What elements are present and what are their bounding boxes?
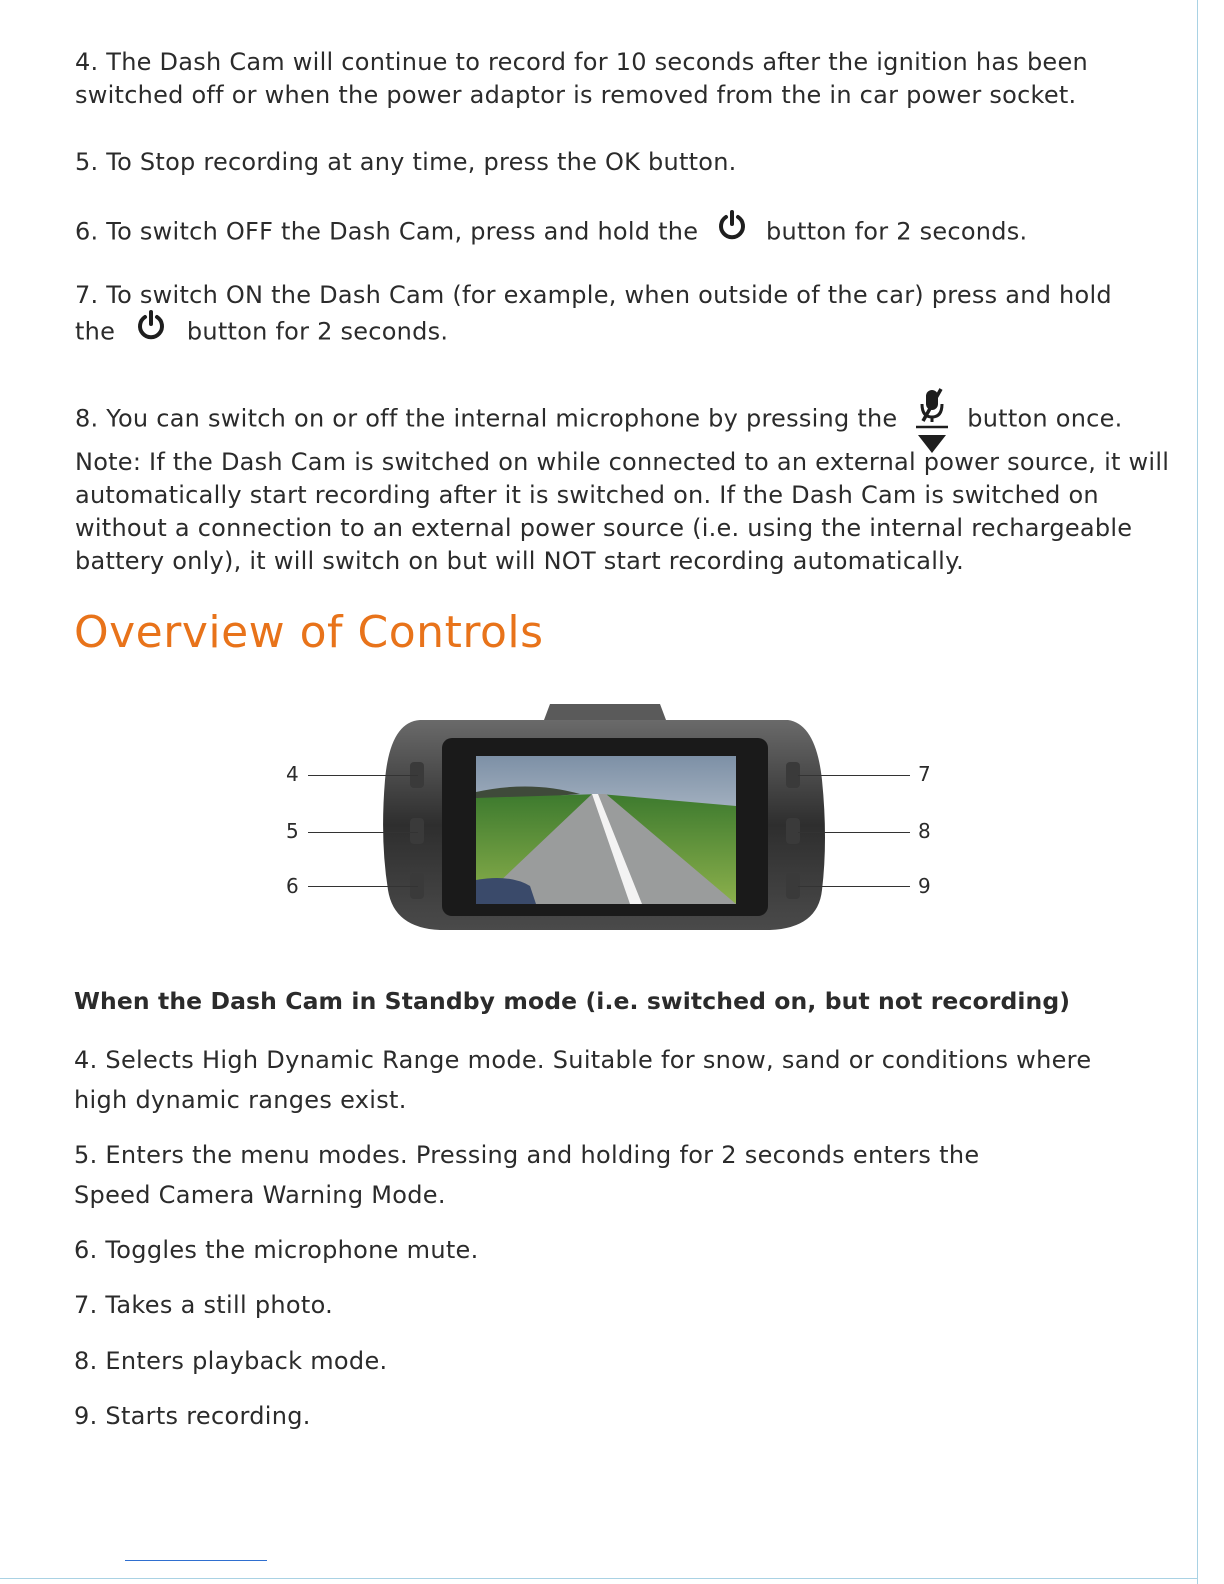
callout-line-5: [308, 832, 418, 833]
footer-line: [125, 1560, 267, 1561]
step-7-text-before: 7. To switch ON the Dash Cam (for example, when outside of the car) press and hold the: [75, 281, 1112, 346]
page-border-bottom: [0, 1578, 1198, 1579]
control-desc-9: 9. Starts recording.: [74, 1402, 311, 1430]
control-desc-6: 6. Toggles the microphone mute.: [74, 1236, 479, 1264]
callout-label-4: 4: [286, 762, 299, 786]
screen-image: [476, 756, 736, 904]
step-8-text-after: button once.: [967, 404, 1123, 433]
callout-line-6: [308, 886, 418, 887]
step-6-line: [75, 212, 1175, 253]
standby-heading: When the Dash Cam in Standby mode (i.e. switched on, but not recording): [74, 987, 1071, 1015]
step-7-line: [75, 279, 1115, 353]
callout-label-9: 9: [918, 874, 931, 898]
button-8: [786, 818, 800, 844]
dash-cam-illustration: [270, 690, 950, 950]
control-desc-4: 4. Selects High Dynamic Range mode. Suitable for snow, sand or conditions where high dynamic ranges exist.: [74, 1046, 1092, 1114]
power-icon: [135, 309, 167, 350]
step-6-text-after: button for 2 seconds.: [766, 217, 1028, 246]
callout-label-7: 7: [918, 762, 931, 786]
step-6-text-before: 6. To switch OFF the Dash Cam, press and hold the: [75, 217, 699, 246]
page-border-right: [1197, 0, 1198, 1584]
control-desc-5: 5. Enters the menu modes. Pressing and holding for 2 seconds enters the Speed Camera Warning Mode.: [74, 1141, 980, 1209]
callout-label-6: 6: [286, 874, 299, 898]
power-icon: [716, 209, 748, 250]
step-4-text: 4. The Dash Cam will continue to record for 10 seconds after the ignition has been switched off or when the power adaptor is removed from the in car power socket.: [75, 48, 1088, 109]
control-desc-8: 8. Enters playback mode.: [74, 1347, 388, 1375]
callout-label-8: 8: [918, 819, 931, 843]
mount-bracket: [544, 704, 666, 720]
callout-line-7: [798, 775, 910, 776]
button-5: [410, 818, 424, 844]
note-text: Note: If the Dash Cam is switched on while connected to an external power source, it will automatically start recording after it is switched on. If the Dash Cam is switched on without a connection to an external power source (i.e. using the internal rechargeable battery only), it will switch on but will NOT start recording automatically.: [75, 448, 1170, 575]
dash-cam-figure: [270, 690, 950, 950]
callout-label-5: 5: [286, 819, 299, 843]
step-8-text-before: 8. You can switch on or off the internal microphone by pressing the: [75, 404, 898, 433]
step-5-text: 5. To Stop recording at any time, press the OK button.: [75, 148, 737, 176]
control-desc-7: 7. Takes a still photo.: [74, 1291, 334, 1319]
callout-line-8: [798, 832, 910, 833]
step-7-text-after: button for 2 seconds.: [186, 317, 449, 346]
callout-line-9: [798, 886, 910, 887]
section-heading: Overview of Controls: [74, 607, 544, 658]
callout-line-4: [308, 775, 418, 776]
